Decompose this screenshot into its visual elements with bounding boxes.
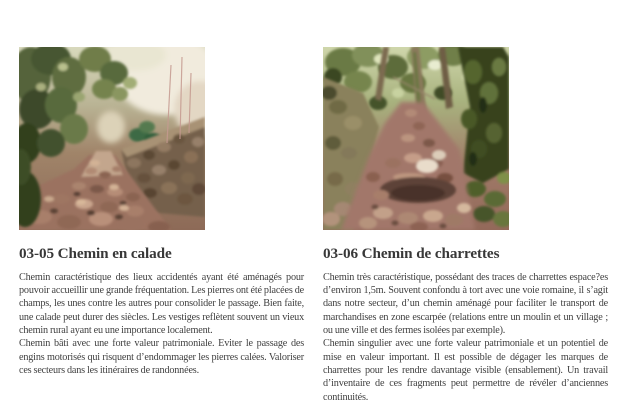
photo-chemin-de-charrettes [323, 47, 509, 230]
paragraph: Chemin bâti avec une forte valeur patrimoniale. Eviter le passage des engins motorisés qui risquent d’endommager les pierres calées. Valoriser ces secteurs dans les itinéraires de randonnées. [19, 338, 304, 376]
section-body-03-05 [19, 271, 304, 378]
paragraph: Chemin très caractéristique, possédant des traces de charrettes espace?es d’environ 1,5m. Souvent confondu à tort avec une voie romaine, il s’agit dans notre secteur, d’un chemin aménagé pour faciliter le transport de marchandises en zone escarpée (relations entre un moulin et un village ; ou une ville et des fermes isolées par exemple). [323, 271, 608, 336]
paragraph: Chemin caractéristique des lieux accidentés ayant été aménagés pour pouvoir accueillir une grande fréquentation. Les pierres ont été placées de champs, les unes contre les autres pour consolider le passage. Bien faite, une calade peut durer des siècles. Les vestiges reflètent souvent un vieux chemin rural ayant eu une importance localement. [19, 271, 304, 336]
photo-chemin-en-calade [19, 47, 205, 230]
paragraph: Chemin singulier avec une forte valeur patrimoniale et un potentiel de mise en valeur important. Il est possible de dégager les marques de charrettes pour les rendre davantage visible (ensablement). Un travail d’inventaire de ces fragments peut permettre de révéler d’anciennes continuités. [323, 338, 608, 403]
section-body-03-06 [323, 271, 608, 404]
section-03-06 [323, 47, 608, 404]
section-03-05 [19, 47, 304, 377]
section-title-03-06: 03-06 Chemin de charrettes [323, 245, 500, 262]
section-title-03-05: 03-05 Chemin en calade [19, 245, 172, 262]
